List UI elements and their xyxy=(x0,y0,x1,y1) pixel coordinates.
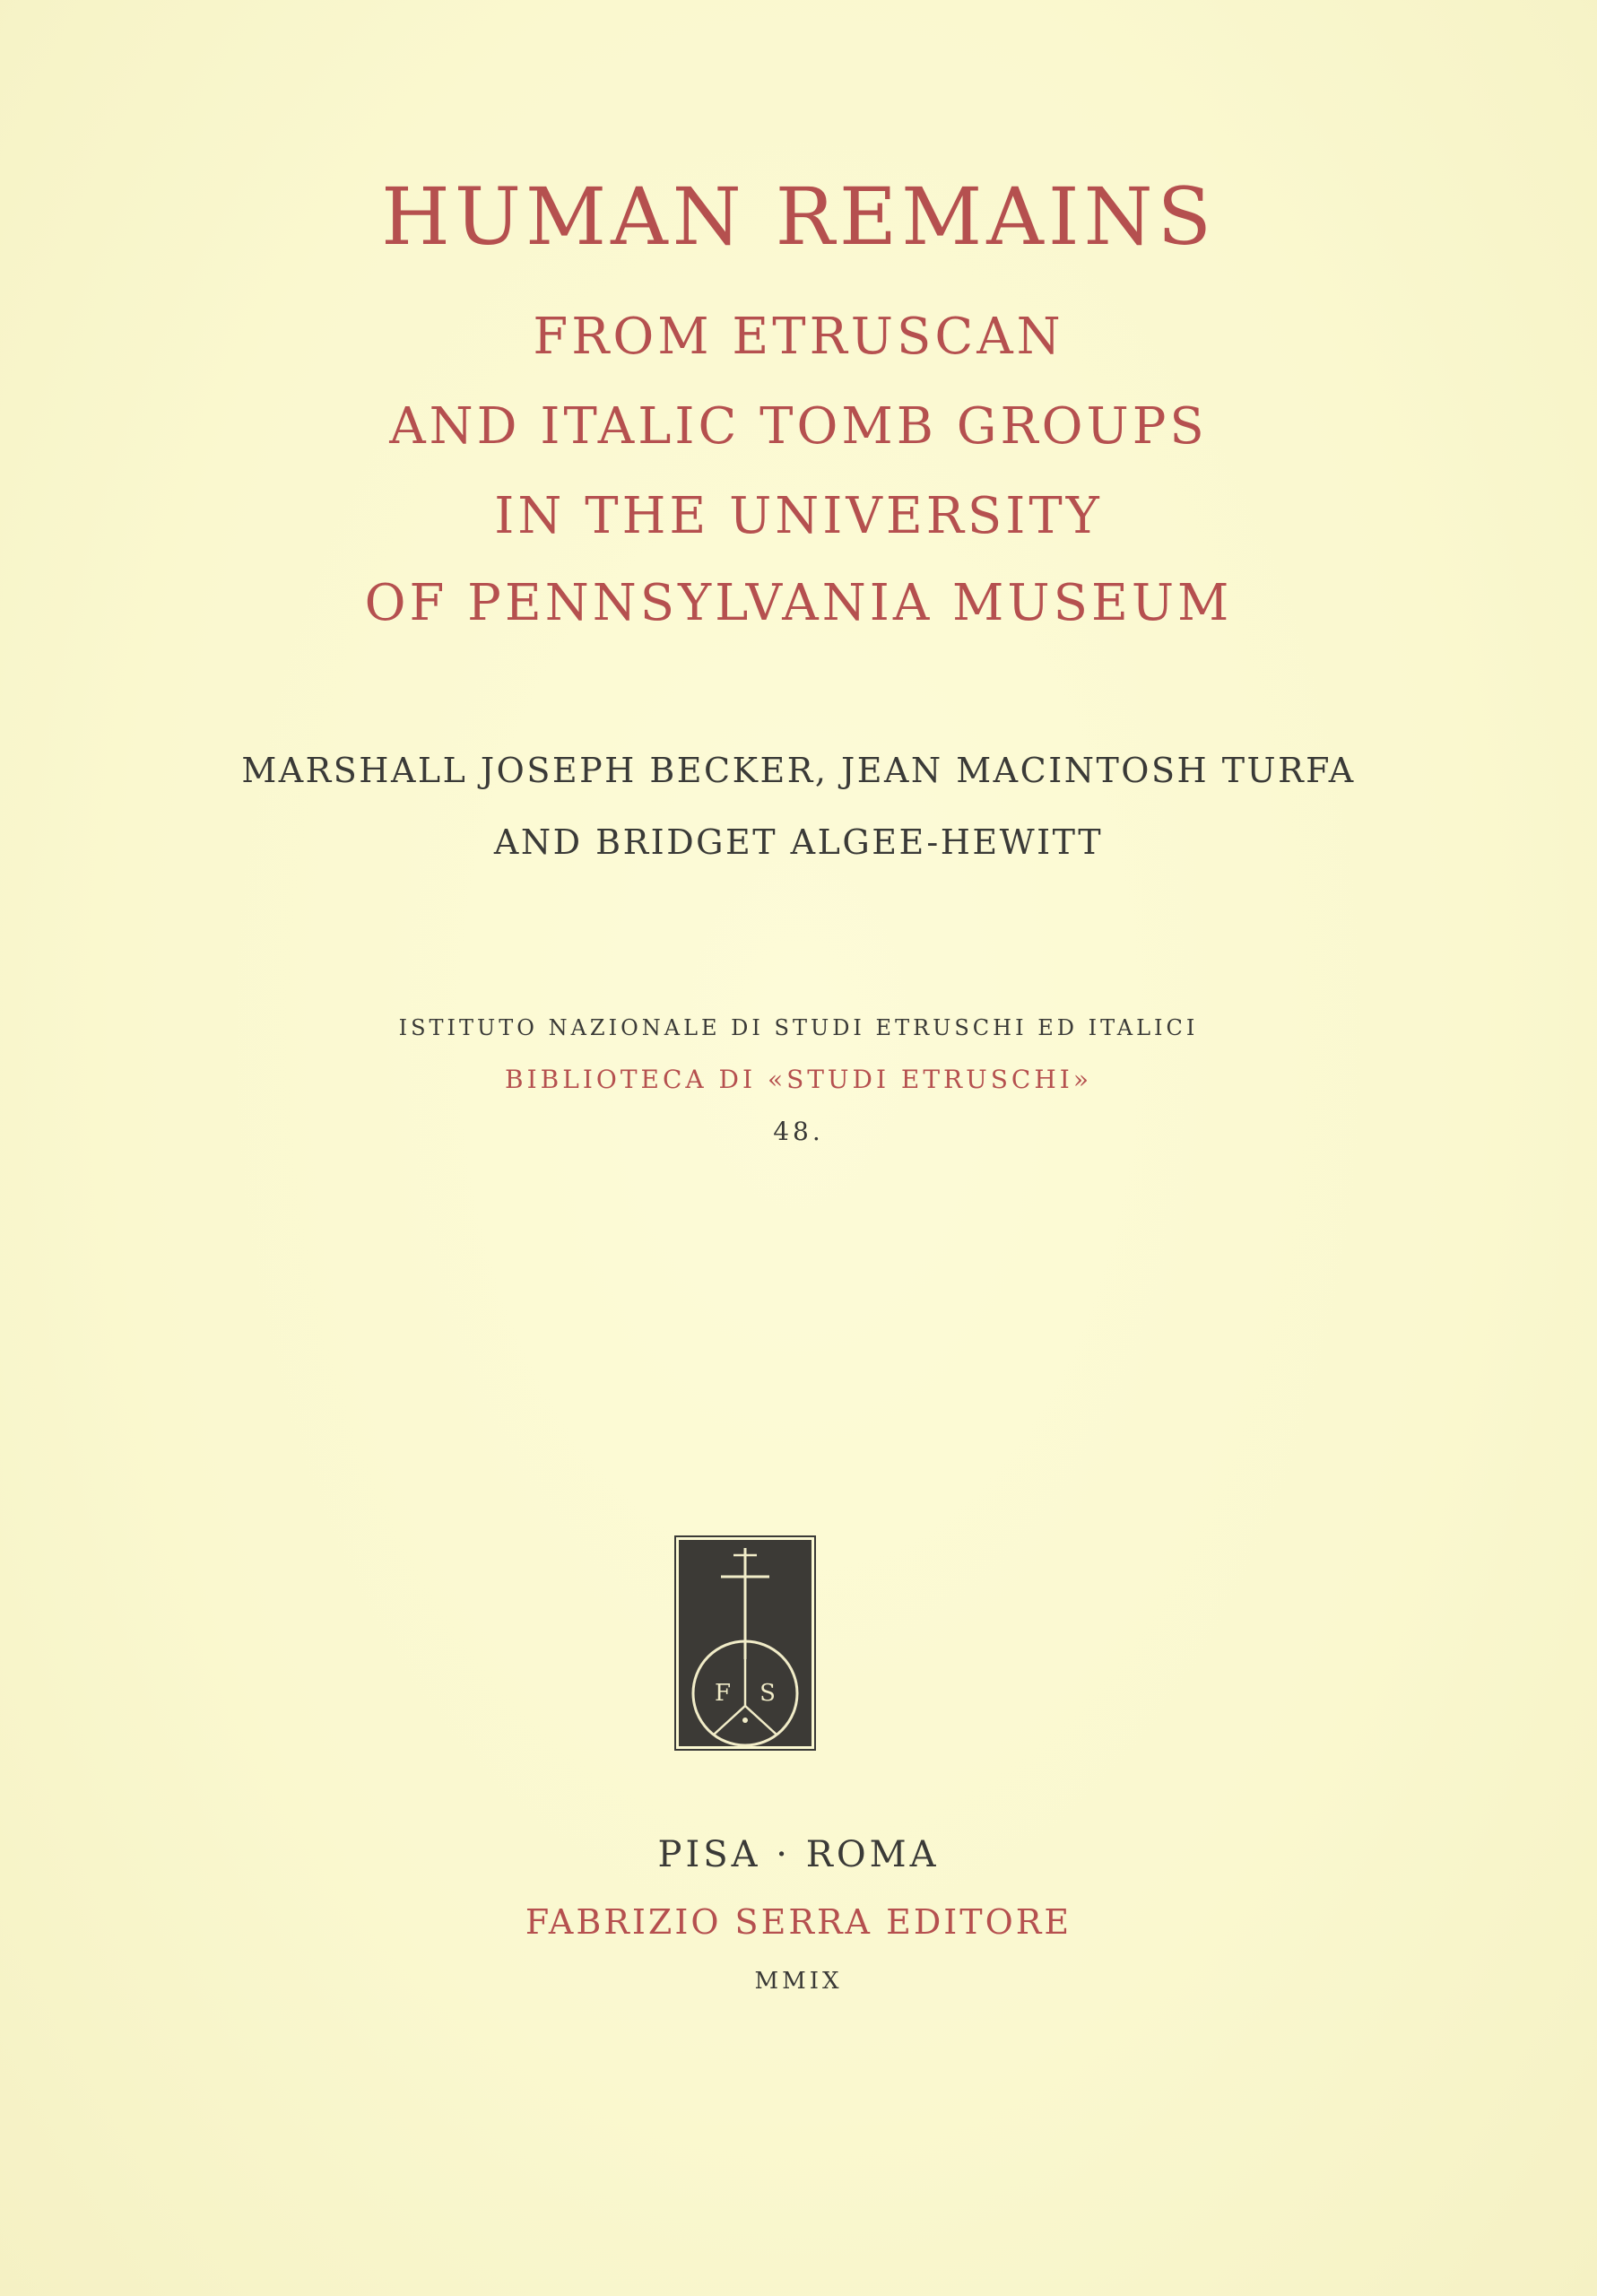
device-letter-s: S xyxy=(759,1680,776,1707)
imprint-publisher: FABRIZIO SERRA EDITORE xyxy=(525,1902,1072,1942)
series-institute: ISTITUTO NAZIONALE DI STUDI ETRUSCHI ED ITALICI xyxy=(398,1015,1199,1040)
subtitle-line-3: IN THE UNIVERSITY xyxy=(494,487,1103,545)
series-number: 48. xyxy=(773,1117,824,1146)
imprint-year: MMIX xyxy=(754,1968,843,1995)
imprint-place: PISA · ROMA xyxy=(657,1834,940,1875)
book-title: HUMAN REMAINS xyxy=(381,170,1216,263)
authors-line-1: MARSHALL JOSEPH BECKER, JEAN MACINTOSH TURFA xyxy=(241,751,1356,790)
publisher-device-icon xyxy=(674,1535,816,1751)
device-letter-f: F xyxy=(714,1680,732,1707)
subtitle-line-1: FROM ETRUSCAN xyxy=(533,308,1064,366)
series-collection: BIBLIOTECA DI «STUDI ETRUSCHI» xyxy=(505,1065,1092,1094)
authors-line-2: AND BRIDGET ALGEE-HEWITT xyxy=(493,822,1104,862)
subtitle-line-2: AND ITALIC TOMB GROUPS xyxy=(389,397,1208,456)
subtitle-line-4: OF PENNSYLVANIA MUSEUM xyxy=(364,574,1233,632)
